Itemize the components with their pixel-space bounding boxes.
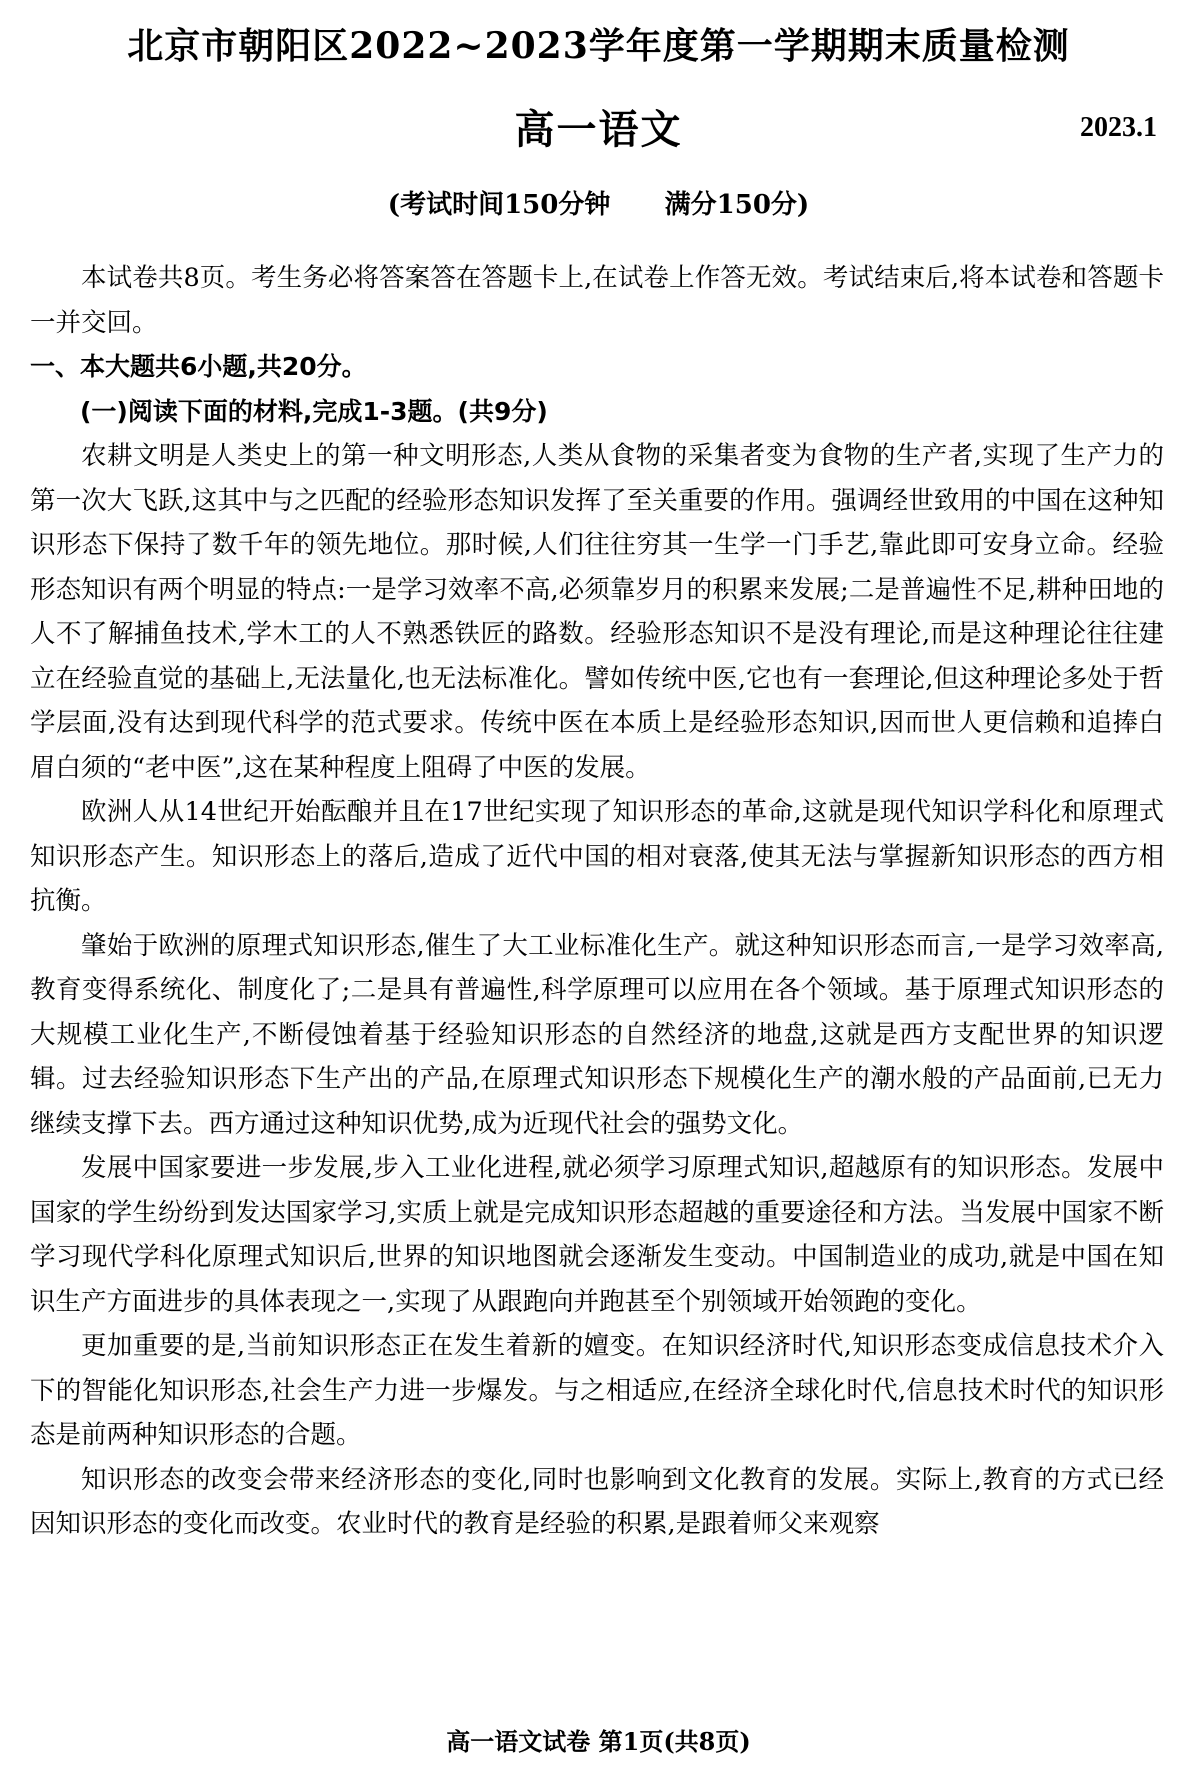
exam-info: (考试时间150分钟 满分150分) <box>387 190 810 220</box>
paragraph-4: 发展中国家要进一步发展,步入工业化进程,就必须学习原理式知识,超越原有的知识形态。发展中国家的学生纷纷到发达国家学习,实质上就是完成知识形态超越的重要途径和方法。当发展中国家不断学习现代学科化原理式知识后,世界的知识地图就会逐渐发生变动。中国制造业的成功,就是中国在知识生产方面进步的具体表现之一,实现了从跟跑向并跑甚至个别领域开始领跑的变化。 <box>30 1153 1164 1317</box>
subject-title: 高一语文 <box>514 107 683 153</box>
page-footer: 高一语文试卷 第1页(共8页) <box>446 1727 751 1756</box>
section-one-heading: 一、本大题共6小题,共20分。 <box>30 352 367 381</box>
paragraph-3: 肇始于欧洲的原理式知识形态,催生了大工业标准化生产。就这种知识形态而言,一是学习效率高,教育变得系统化、制度化了;二是具有普遍性,科学原理可以应用在各个领域。基于原理式知识形态的大规模工业化生产,不断侵蚀着基于经验知识形态的自然经济的地盘,这就是西方支配世界的知识逻辑。过去经验知识形态下生产出的产品,在原理式知识形态下规模化生产的潮水般的产品面前,已无力继续支撑下去。西方通过这种知识优势,成为近现代社会的强势文化。 <box>30 930 1164 1139</box>
exam-date: 2023.1 <box>1080 112 1157 143</box>
exam-body <box>30 256 1164 1547</box>
section-one-subheading: (一)阅读下面的材料,完成1-3题。(共9分) <box>80 396 548 426</box>
exam-title: 北京市朝阳区2022~2023学年度第一学期期末质量检测 <box>127 25 1070 67</box>
paragraph-6: 知识形态的改变会带来经济形态的变化,同时也影响到文化教育的发展。实际上,教育的方式已经因知识形态的变化而改变。农业时代的教育是经验的积累,是跟着师父来观察 <box>30 1464 1164 1539</box>
paragraph-5: 更加重要的是,当前知识形态正在发生着新的嬗变。在知识经济时代,知识形态变成信息技术介入下的智能化知识形态,社会生产力进一步爆发。与之相适应,在经济全球化时代,信息技术时代的知识形态是前两种知识形态的合题。 <box>30 1331 1164 1450</box>
instructions: 本试卷共8页。考生务必将答案答在答题卡上,在试卷上作答无效。考试结束后,将本试卷和答题卡一并交回。 <box>30 263 1164 338</box>
paragraph-2: 欧洲人从14世纪开始酝酿并且在17世纪实现了知识形态的革命,这就是现代知识学科化和原理式知识形态产生。知识形态上的落后,造成了近代中国的相对衰落,使其无法与掌握新知识形态的西方相抗衡。 <box>30 797 1164 916</box>
paragraph-1: 农耕文明是人类史上的第一种文明形态,人类从食物的采集者变为食物的生产者,实现了生产力的第一次大飞跃,这其中与之匹配的经验形态知识发挥了至关重要的作用。强调经世致用的中国在这种知识形态下保持了数千年的领先地位。那时候,人们往往穷其一生学一门手艺,靠此即可安身立命。经验形态知识有两个明显的特点:一是学习效率不高,必须靠岁月的积累来发展;二是普遍性不足,耕种田地的人不了解捕鱼技术,学木工的人不熟悉铁匠的路数。经验形态知识不是没有理论,而是这种理论往往建立在经验直觉的基础上,无法量化,也无法标准化。譬如传统中医,它也有一套理论,但这种理论多处于哲学层面,没有达到现代科学的范式要求。传统中医在本质上是经验形态知识,因而世人更信赖和追捧白眉白须的“老中医”,这在某种程度上阻碍了中医的发展。 <box>30 441 1164 783</box>
